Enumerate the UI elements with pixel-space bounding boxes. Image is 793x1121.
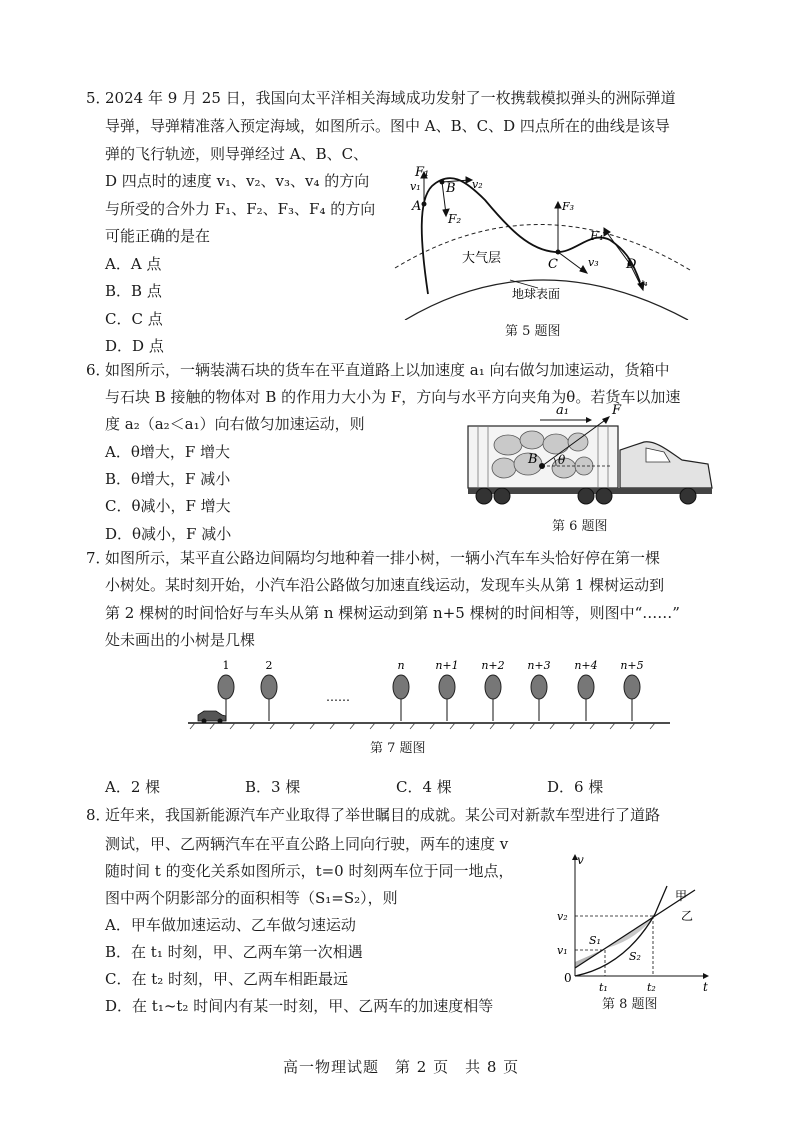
label-axis-v: v: [577, 853, 584, 867]
q8-caption: 第 8 题图: [602, 997, 658, 1012]
label-s1: S₁: [589, 934, 601, 947]
q6-line-2: 与石块 B 接触的物体对 B 的作用力大小为 F，方向与水平方向夹角为θ。若货车以加速: [105, 388, 681, 406]
tree-n-plus-2: [485, 675, 501, 721]
label-v2: v₂: [472, 178, 483, 191]
q5-number: 5．: [86, 89, 111, 107]
label-d: D: [626, 257, 637, 272]
label-t2: t₂: [647, 981, 656, 994]
q5-line-1: 2024 年 9 月 25 日，我国向太平洋相关海域成功发射了一枚携载模拟弹头的洲际弹道: [105, 89, 676, 107]
q8-line-4: 图中两个阴影部分的面积相等（S₁=S₂），则: [105, 889, 398, 907]
f3-arrowhead: [555, 202, 561, 208]
label-rock-b: B: [528, 452, 538, 467]
q6-line-1: 如图所示，一辆装满石块的货车在平直道路上以加速度 a₁ 向右做匀加速运动，货箱中: [105, 361, 670, 379]
label-a: A: [412, 199, 422, 214]
q5-line-6: 可能正确的是在: [105, 227, 211, 245]
tree-label-n-plus-4: n+4: [574, 659, 598, 672]
label-theta: θ: [558, 453, 566, 467]
q7-caption: 第 7 题图: [370, 741, 426, 756]
q7-line-3: 第 2 棵树的时间恰好与车头从第 n 棵树运动到第 n+5 棵树的时间相等，则图中“……”: [105, 604, 680, 622]
q5-caption: 第 5 题图: [505, 324, 561, 339]
q6-number: 6．: [86, 361, 111, 379]
tree-label-n-plus-2: n+2: [481, 659, 505, 672]
tree-n-plus-3: [531, 675, 547, 721]
label-b: B: [446, 181, 456, 196]
q6-option-c: C．θ减小，F 增大: [105, 497, 231, 515]
q7-option-d: D．6 棵: [547, 778, 604, 796]
q5-option-d: D．D 点: [105, 337, 164, 355]
label-jia: 甲: [675, 889, 688, 903]
label-v2: v₂: [557, 910, 568, 923]
q5-option-a: A．A 点: [105, 255, 162, 273]
label-v3: v₃: [588, 256, 599, 269]
q8-option-b: B．在 t₁ 时刻，甲、乙两车第一次相遇: [105, 943, 363, 961]
q5-line-2: 导弹，导弹精准落入预定海域，如图所示。图中 A、B、C、D 四点所在的曲线是该导: [105, 117, 670, 135]
tree-label-n-plus-5: n+5: [620, 659, 644, 672]
label-t1: t₁: [599, 981, 608, 994]
tree-n-plus-1: [439, 675, 455, 721]
q5-line-5: 与所受的合外力 F₁、F₂、F₃、F₄ 的方向: [105, 200, 376, 218]
q5-line-4: D 四点时的速度 v₁、v₂、v₃、v₄ 的方向: [105, 172, 370, 190]
tree-n-plus-4: [578, 675, 594, 721]
q6-option-a: A．θ增大，F 增大: [105, 443, 231, 461]
tree-n: [393, 675, 409, 721]
q7-line-2: 小树处。某时刻开始，小汽车沿公路做匀加速直线运动，发现车头从第 1 棵树运动到: [105, 576, 665, 594]
q7-trees-figure: [180, 655, 680, 735]
q8-option-c: C．在 t₂ 时刻，甲、乙两车相距最远: [105, 970, 349, 988]
tree-2: [261, 675, 277, 721]
q5-trajectory-figure: [390, 160, 700, 320]
q6-option-b: B．θ增大，F 减小: [105, 470, 231, 488]
label-s2: S₂: [629, 950, 641, 963]
cargo-container: [468, 426, 618, 488]
page-footer: 高一物理试题 第 2 页 共 8 页: [283, 1058, 520, 1076]
q8-option-d: D．在 t₁~t₂ 时间内有某一时刻，甲、乙两车的加速度相等: [105, 997, 494, 1015]
tree-label-n-plus-3: n+3: [527, 659, 551, 672]
q6-line-3: 度 a₂（a₂＜a₁）向右做匀加速运动，则: [105, 415, 365, 433]
label-f1: F₁: [415, 165, 430, 180]
q7-option-c: C．4 棵: [396, 778, 452, 796]
q6-option-d: D．θ减小，F 减小: [105, 525, 232, 543]
q5-line-3: 弹的飞行轨迹，则导弹经过 A、B、C、: [105, 145, 369, 163]
q6-truck-figure: [460, 400, 720, 510]
q8-vt-graph: [555, 850, 715, 995]
tree-ellipsis: ……: [326, 690, 350, 704]
q7-line-1: 如图所示，某平直公路边间隔均匀地种着一排小树，一辆小汽车车头恰好停在第一棵: [105, 549, 661, 567]
tree-label-n-plus-1: n+1: [435, 659, 459, 672]
q8-line-1: 近年来，我国新能源汽车产业取得了举世瞩目的成就。某公司对新款车型进行了道路: [105, 806, 661, 824]
label-origin: 0: [564, 971, 572, 985]
t-axis-arrowhead: [703, 973, 709, 979]
label-v1: v₁: [410, 180, 421, 193]
q7-number: 7．: [86, 549, 111, 567]
label-f3: F₃: [562, 200, 575, 213]
label-f2: F₂: [448, 212, 462, 226]
q5-option-c: C．C 点: [105, 310, 163, 328]
tree-label-n: n: [397, 659, 405, 672]
small-car: [198, 711, 226, 724]
tree-n-plus-5: [624, 675, 640, 721]
label-c: C: [548, 257, 558, 272]
atmosphere-boundary: [395, 224, 690, 270]
tree-label-2: 2: [265, 659, 273, 672]
q8-line-2: 测试，甲、乙两辆汽车在平直公路上同向行驶，两车的速度 v: [105, 835, 509, 853]
q7-option-a: A．2 棵: [105, 778, 161, 796]
q7-option-b: B．3 棵: [245, 778, 301, 796]
tree-label-1: 1: [222, 659, 230, 672]
label-force-f: F: [612, 403, 622, 418]
q8-option-a: A．甲车做加速运动、乙车做匀速运动: [105, 916, 356, 934]
q5-option-b: B．B 点: [105, 282, 162, 300]
label-atmosphere: 大气层: [462, 251, 502, 266]
label-v1: v₁: [557, 944, 568, 957]
label-yi: 乙: [681, 909, 694, 923]
label-a1: a₁: [556, 403, 569, 418]
label-f4: F₄: [590, 229, 604, 243]
v3-arrowhead: [580, 266, 587, 273]
road-hatch: [190, 723, 655, 729]
force-f-arrowhead: [602, 416, 610, 424]
q6-caption: 第 6 题图: [552, 519, 608, 534]
label-axis-t: t: [703, 980, 708, 994]
label-v4: v₄: [638, 278, 648, 289]
truck-cab: [620, 442, 712, 488]
q8-number: 8．: [86, 806, 111, 824]
label-earth-surface: 地球表面: [512, 287, 561, 301]
q7-line-4: 处未画出的小树是几棵: [105, 631, 256, 649]
accel-arrowhead: [586, 417, 592, 423]
q8-line-3: 随时间 t 的变化关系如图所示，t=0 时刻两车位于同一地点，: [105, 862, 514, 880]
